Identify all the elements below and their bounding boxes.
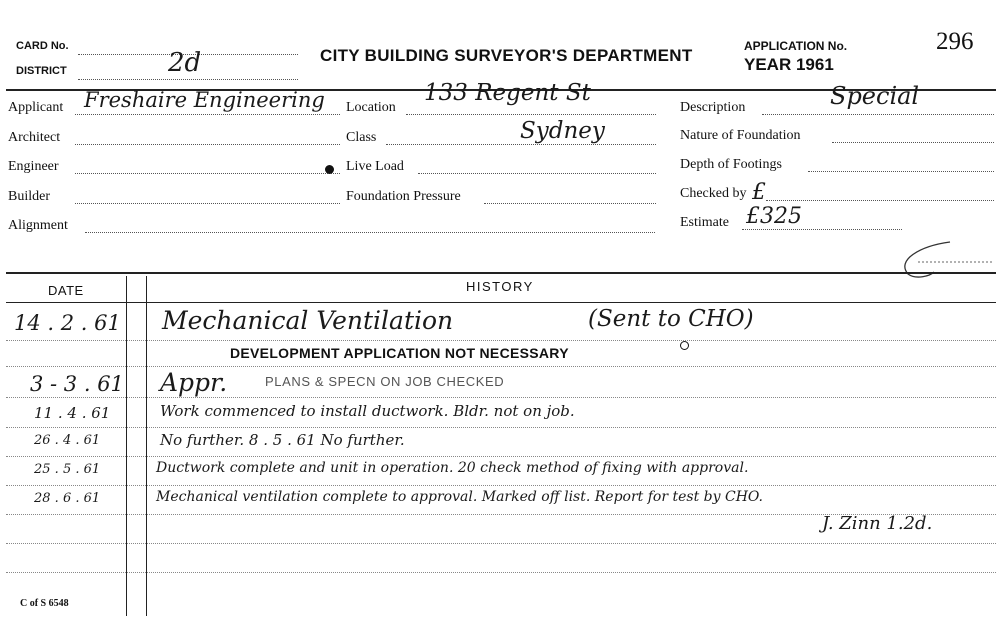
alignment-line — [85, 232, 655, 233]
live-load-label: Live Load — [346, 159, 404, 174]
date-column-divider-right — [146, 276, 147, 616]
entry-text: Work commenced to install ductwork. Bldr. not on job. — [160, 402, 575, 420]
district-dotted-line — [78, 79, 298, 80]
location-label: Location — [346, 100, 396, 115]
applicant-label: Applicant — [8, 100, 64, 115]
entry-date: 25 . 5 . 61 — [34, 462, 101, 477]
entry-text: Appr. — [160, 368, 228, 397]
signature: J. Zinn 1.2d. — [822, 513, 933, 534]
estimate-label: Estimate — [680, 215, 729, 230]
location-line — [406, 114, 656, 115]
nature-of-foundation-label: Nature of Foundation — [680, 128, 801, 143]
history-header: HISTORY — [466, 279, 534, 294]
checked-by-label: Checked by — [680, 186, 747, 201]
history-rule — [6, 340, 996, 341]
department-title: CITY BUILDING SURVEYOR'S DEPARTMENT — [320, 46, 693, 65]
card-no-label: CARD No. — [16, 40, 69, 52]
history-header-divider — [6, 302, 996, 303]
entry-note: (Sent to CHO) — [588, 306, 754, 332]
history-rule — [6, 366, 996, 367]
builder-line — [75, 203, 340, 204]
depth-of-footings-line — [808, 171, 994, 172]
date-header: DATE — [48, 283, 84, 298]
description-value: Special — [830, 82, 920, 110]
architect-line — [75, 144, 340, 145]
applicant-value: Freshaire Engineering — [84, 88, 325, 112]
foundation-pressure-label: Foundation Pressure — [346, 189, 461, 204]
entry-date: 26 . 4 . 61 — [34, 433, 101, 448]
year-label: YEAR 1961 — [744, 55, 834, 74]
entry-text: Mechanical Ventilation — [162, 306, 454, 335]
engineer-line — [75, 173, 340, 174]
applicant-line — [75, 114, 340, 115]
architect-label: Architect — [8, 130, 61, 145]
class-line — [386, 144, 656, 145]
foundation-pressure-line — [484, 203, 656, 204]
history-top-border — [6, 272, 996, 274]
ink-dot — [325, 165, 334, 174]
district-label: DISTRICT — [16, 65, 67, 77]
pencil-mark — [890, 236, 995, 284]
entry-text: Mechanical ventilation complete to approval. Marked off list. Report for test by CHO. — [156, 489, 764, 505]
date-column-divider-left — [126, 276, 127, 616]
development-stamp: DEVELOPMENT APPLICATION NOT NECESSARY — [230, 345, 569, 361]
description-line — [762, 114, 994, 115]
depth-of-footings-label: Depth of Footings — [680, 157, 782, 172]
class-label: Class — [346, 130, 377, 145]
description-label: Description — [680, 100, 746, 115]
history-rule — [6, 397, 996, 398]
application-no-label: APPLICATION No. — [744, 39, 848, 53]
location-value-line1: 133 Regent St — [424, 80, 591, 106]
location-value-line2: Sydney — [520, 118, 605, 144]
history-rule — [6, 456, 996, 457]
alignment-label: Alignment — [8, 218, 68, 233]
entry-date: 28 . 6 . 61 — [34, 491, 101, 506]
form-code: C of S 6548 — [20, 598, 69, 609]
checked-by-line — [766, 200, 994, 201]
ring-mark — [680, 341, 689, 350]
entry-date: 3 - 3 . 61 — [30, 372, 124, 396]
district-value: 2d — [168, 48, 202, 78]
entry-date: 11 . 4 . 61 — [34, 404, 111, 422]
entry-text: No further. 8 . 5 . 61 No further. — [160, 431, 405, 449]
engineer-label: Engineer — [8, 159, 59, 174]
builder-label: Builder — [8, 189, 50, 204]
application-number: 296 — [936, 28, 974, 55]
estimate-line — [742, 229, 902, 230]
entry-date: 14 . 2 . 61 — [14, 311, 121, 335]
nature-of-foundation-line — [832, 142, 994, 143]
history-rule — [6, 543, 996, 544]
history-rule — [6, 427, 996, 428]
live-load-line — [418, 173, 656, 174]
history-rule — [6, 572, 996, 573]
plans-checked-stamp: PLANS & SPECN ON JOB CHECKED — [265, 374, 505, 389]
entry-text: Ductwork complete and unit in operation. 20 check method of fixing with approval. — [156, 460, 749, 476]
estimate-value: £325 — [746, 204, 802, 229]
history-rule — [6, 485, 996, 486]
checked-by-value: £ — [752, 180, 766, 205]
